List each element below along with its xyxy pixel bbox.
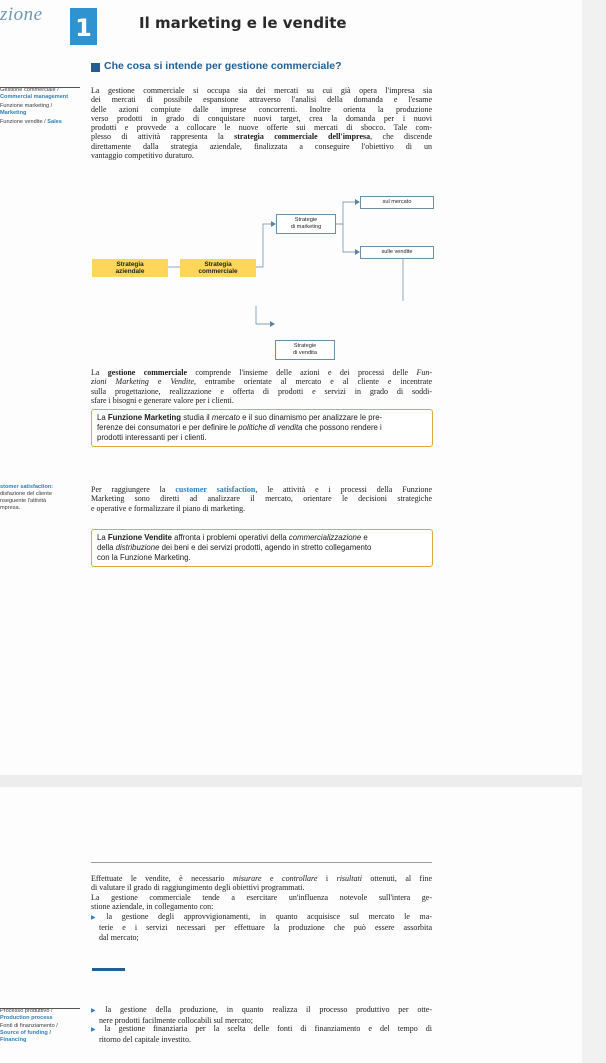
node-strategie-vendita: Strategie di vendita bbox=[275, 340, 335, 360]
chapter-number-badge: 1 bbox=[70, 8, 97, 45]
paragraph-intro: La gestione commerciale si occupa sia dei mercati su cui già opera l'impresa sia dei mercati di possibile espansione attraverso l'analisi della domanda e l'esame delle azioni compiute dalle imprese concorrenti. Inoltre orienta la produzione verso prodotti in grado di conquistare nuovi target, crea la domanda per i nuovi prodotti e provvede a collocare le nuove offerte sui mercati di sbocco. Tale com- plesso di attività rappresenta la strategia commerciale dell'impresa, che discende direttamente dalla strategia aziendale, finalizzata a conseguire l'obiettivo di un vantaggio competitivo duraturo. bbox=[91, 86, 433, 161]
decorative-blue-bar bbox=[92, 968, 125, 971]
glossary-top bbox=[0, 87, 86, 126]
paragraph-gestione: La gestione commerciale comprende l'insieme delle azioni e dei processi delle Fun- zioni Marketing e Vendite, entrambe orientate al mercato e al cliente e incentrate sulla progettazione, realizzazione e offerta di prodotti e servizi in grado di soddi- sfare i bisogni e generare valore per i clienti. bbox=[91, 368, 433, 405]
section-square-icon bbox=[91, 63, 100, 72]
chapter-title: Il marketing e le vendite bbox=[139, 14, 347, 32]
section-title: Che cosa si intende per gestione commerciale? bbox=[104, 60, 342, 72]
paragraph-customer-satisfaction: Per raggiungere la customer satisfaction, le attività e i processi della Funzione Marketing sono diretti ad analizzare il mercato, orientare le decisioni strategiche e operative e formalizzare il piano di marketing. bbox=[91, 485, 433, 513]
node-strategia-aziendale: Strategia aziendale bbox=[92, 259, 168, 277]
node-strategia-commerciale: Strategia commerciale bbox=[180, 259, 256, 277]
bullet-produzione: ▶ la gestione della produzione, in quanto realizza il processo produttivo per otte- nere prodotti facilmente collocabili sul mercato; bbox=[91, 1005, 432, 1026]
bullet-finanziaria: ▶ la gestione finanziaria per la scelta delle fonti di finanziamento e del tempo di ritorno del capitale investito. bbox=[91, 1024, 432, 1045]
glossary-entry: Fonti di finanziamento / Source of funding / Financing bbox=[0, 1023, 58, 1043]
glossary-entry: Gestione commerciale / Commercial management bbox=[0, 87, 69, 100]
bullet-approvvigionamenti: ▶ la gestione degli approvvigionamenti, in quanto acquisisce sul mercato le ma- terie e i servizi necessari per effettuare la produzione che può essere assorbita dal mercato; bbox=[91, 912, 432, 942]
right-margin-strip bbox=[582, 0, 606, 1063]
glossary-bottom bbox=[0, 1008, 86, 1044]
section-divider bbox=[91, 862, 432, 863]
glossary-entry: Processo produttivo / Production process bbox=[0, 1008, 53, 1021]
strategy-diagram bbox=[90, 194, 440, 362]
glossary-customer-satisfaction: stomer satisfaction: disfazione del cliente nseguente l'attività mpresa. bbox=[0, 484, 54, 511]
node-sul-mercato: sul mercato bbox=[360, 196, 434, 209]
chapter-word: zione bbox=[0, 4, 43, 25]
glossary-entry: Funzione marketing / Marketing bbox=[0, 103, 53, 116]
glossary-entry: Funzione vendite / Sales bbox=[0, 119, 62, 125]
node-sulle-vendite: sulle vendite bbox=[360, 246, 434, 259]
callout-funzione-marketing: La Funzione Marketing studia il mercato e il suo dinamismo per analizzare le pre- ferenze dei consumatori e per definire le politiche di vendita che possono rendere i prodotti interessanti per i clienti. bbox=[91, 409, 433, 447]
callout-funzione-vendite: La Funzione Vendite affronta i problemi operativi della commercializzazione e della distribuzione dei beni e dei servizi prodotti, agendo in stretto collegamento con la Funzione Marketing. bbox=[91, 529, 433, 567]
node-strategie-marketing: Strategie di marketing bbox=[276, 214, 336, 234]
paragraph-risultati: Effettuate le vendite, è necessario misurare e controllare i risultati ottenuti, al fine di valutare il grado di raggiungimento degli obiettivi programmati. La gestione commerciale tende a esercitare un'influenza notevole sull'intera ge- stione aziendale, in collegamento con: bbox=[91, 874, 432, 911]
diagram-connectors bbox=[90, 194, 440, 362]
